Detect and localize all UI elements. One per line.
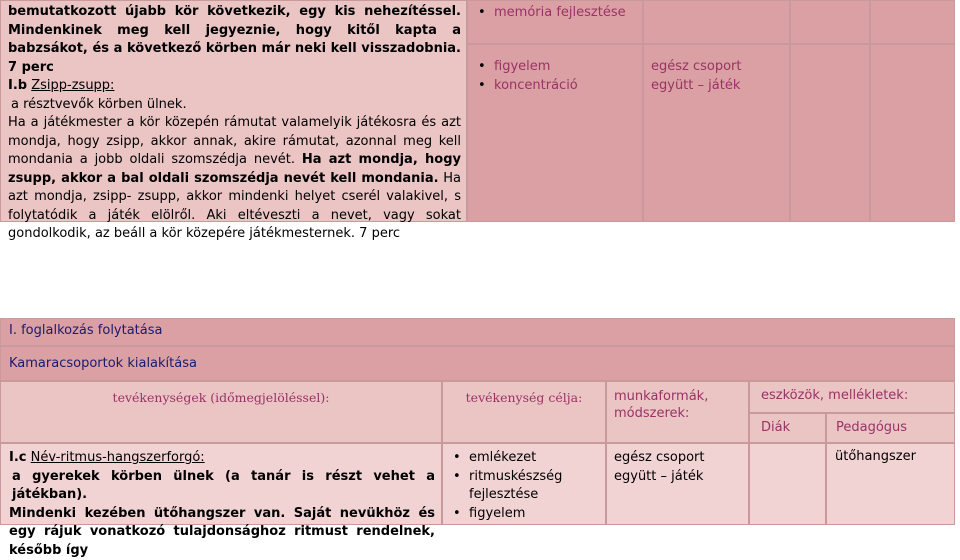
goal-item: • figyelem — [476, 58, 634, 77]
top-activity-cell — [0, 0, 467, 222]
row-line-2: Mindenki kezében ütőhangszer van. Saját nevükhöz és egy rájuk vonatkozó tulajdonsághoz ritmust rendelnek, később így — [9, 505, 435, 560]
section-heading: I.b Zsipp-zsupp: — [8, 77, 461, 96]
header-tools: eszközök, mellékletek: — [749, 381, 955, 413]
row-workform-cell — [606, 443, 749, 525]
top-workform-cell-2 — [643, 44, 790, 222]
subheading-text: Kamaracsoportok kialakítása — [9, 356, 197, 371]
section-heading-bar — [0, 318, 955, 346]
goal-item: • ritmuskészség fejlesztése — [451, 468, 597, 505]
row-line-1: a gyerekek körben ülnek (a tanár is részt vehet a játékban). — [9, 468, 435, 505]
top-goal-cell-2 — [467, 44, 643, 222]
setup-text: a résztvevők körben ülnek. — [8, 96, 461, 115]
top-student-cell-1 — [790, 0, 870, 44]
row-heading: I.c Név-ritmus-hangszerforgó: — [9, 449, 435, 468]
subheading-bar — [0, 346, 955, 381]
goal-item: • emlékezet — [451, 449, 597, 468]
top-teacher-cell-1 — [870, 0, 955, 44]
top-teacher-cell-2 — [870, 44, 955, 222]
header-student: Diák — [749, 413, 826, 443]
header-workforms: munkaformák, módszerek: — [606, 381, 749, 443]
goal-item: • koncentráció — [476, 77, 634, 96]
top-student-cell-2 — [790, 44, 870, 222]
intro-text: bemutatkozott újabb kör következik, egy kis nehezítéssel. Mindenkinek meg kell jegyeznie, hogy kitől kapta a babzsákot, és a következő körben már neki kell visszadobnia. 7 perc — [8, 3, 461, 77]
row-teacher-tool: ütőhangszer — [835, 449, 946, 464]
row-student-cell — [749, 443, 826, 525]
header-teacher: Pedagógus — [826, 413, 955, 443]
row-goal-cell — [442, 443, 606, 525]
workform-text: egész csoport együtt – játék — [651, 58, 782, 95]
header-goal: tevékenység célja: — [442, 381, 606, 443]
rules-text: Ha a játékmester a kör közepén rámutat valamelyik játékosra és azt mondja, hogy zsipp, akkor annak, akire rámutat, azonnal meg kell mondania a jobb oldali szomszédja nevét. Ha azt mondja, hogy zsupp, akkor a bal oldali szomszédja nevét kell mondania. Ha azt mondja, zsipp- zsupp, akkor mindenki helyet cserél valakivel, s folytatódik a játék elölről. Aki eltéveszti a nevet, vagy sokat gondolkodik, az beáll a kör közepére játékmesternek. 7 perc — [8, 114, 461, 244]
row-activity-cell — [0, 443, 442, 525]
top-workform-cell-1 — [643, 0, 790, 44]
goal-item: • memória fejlesztése — [476, 5, 634, 20]
row-teacher-cell — [826, 443, 955, 525]
row-workform-text: egész csoport együtt – játék — [614, 449, 741, 486]
section-heading-text: I. foglalkozás folytatása — [9, 323, 163, 338]
goal-item: • figyelem — [451, 505, 597, 524]
top-goal-cell-1 — [467, 0, 643, 44]
header-activities: tevékenységek (időmegjelöléssel): — [0, 381, 442, 443]
